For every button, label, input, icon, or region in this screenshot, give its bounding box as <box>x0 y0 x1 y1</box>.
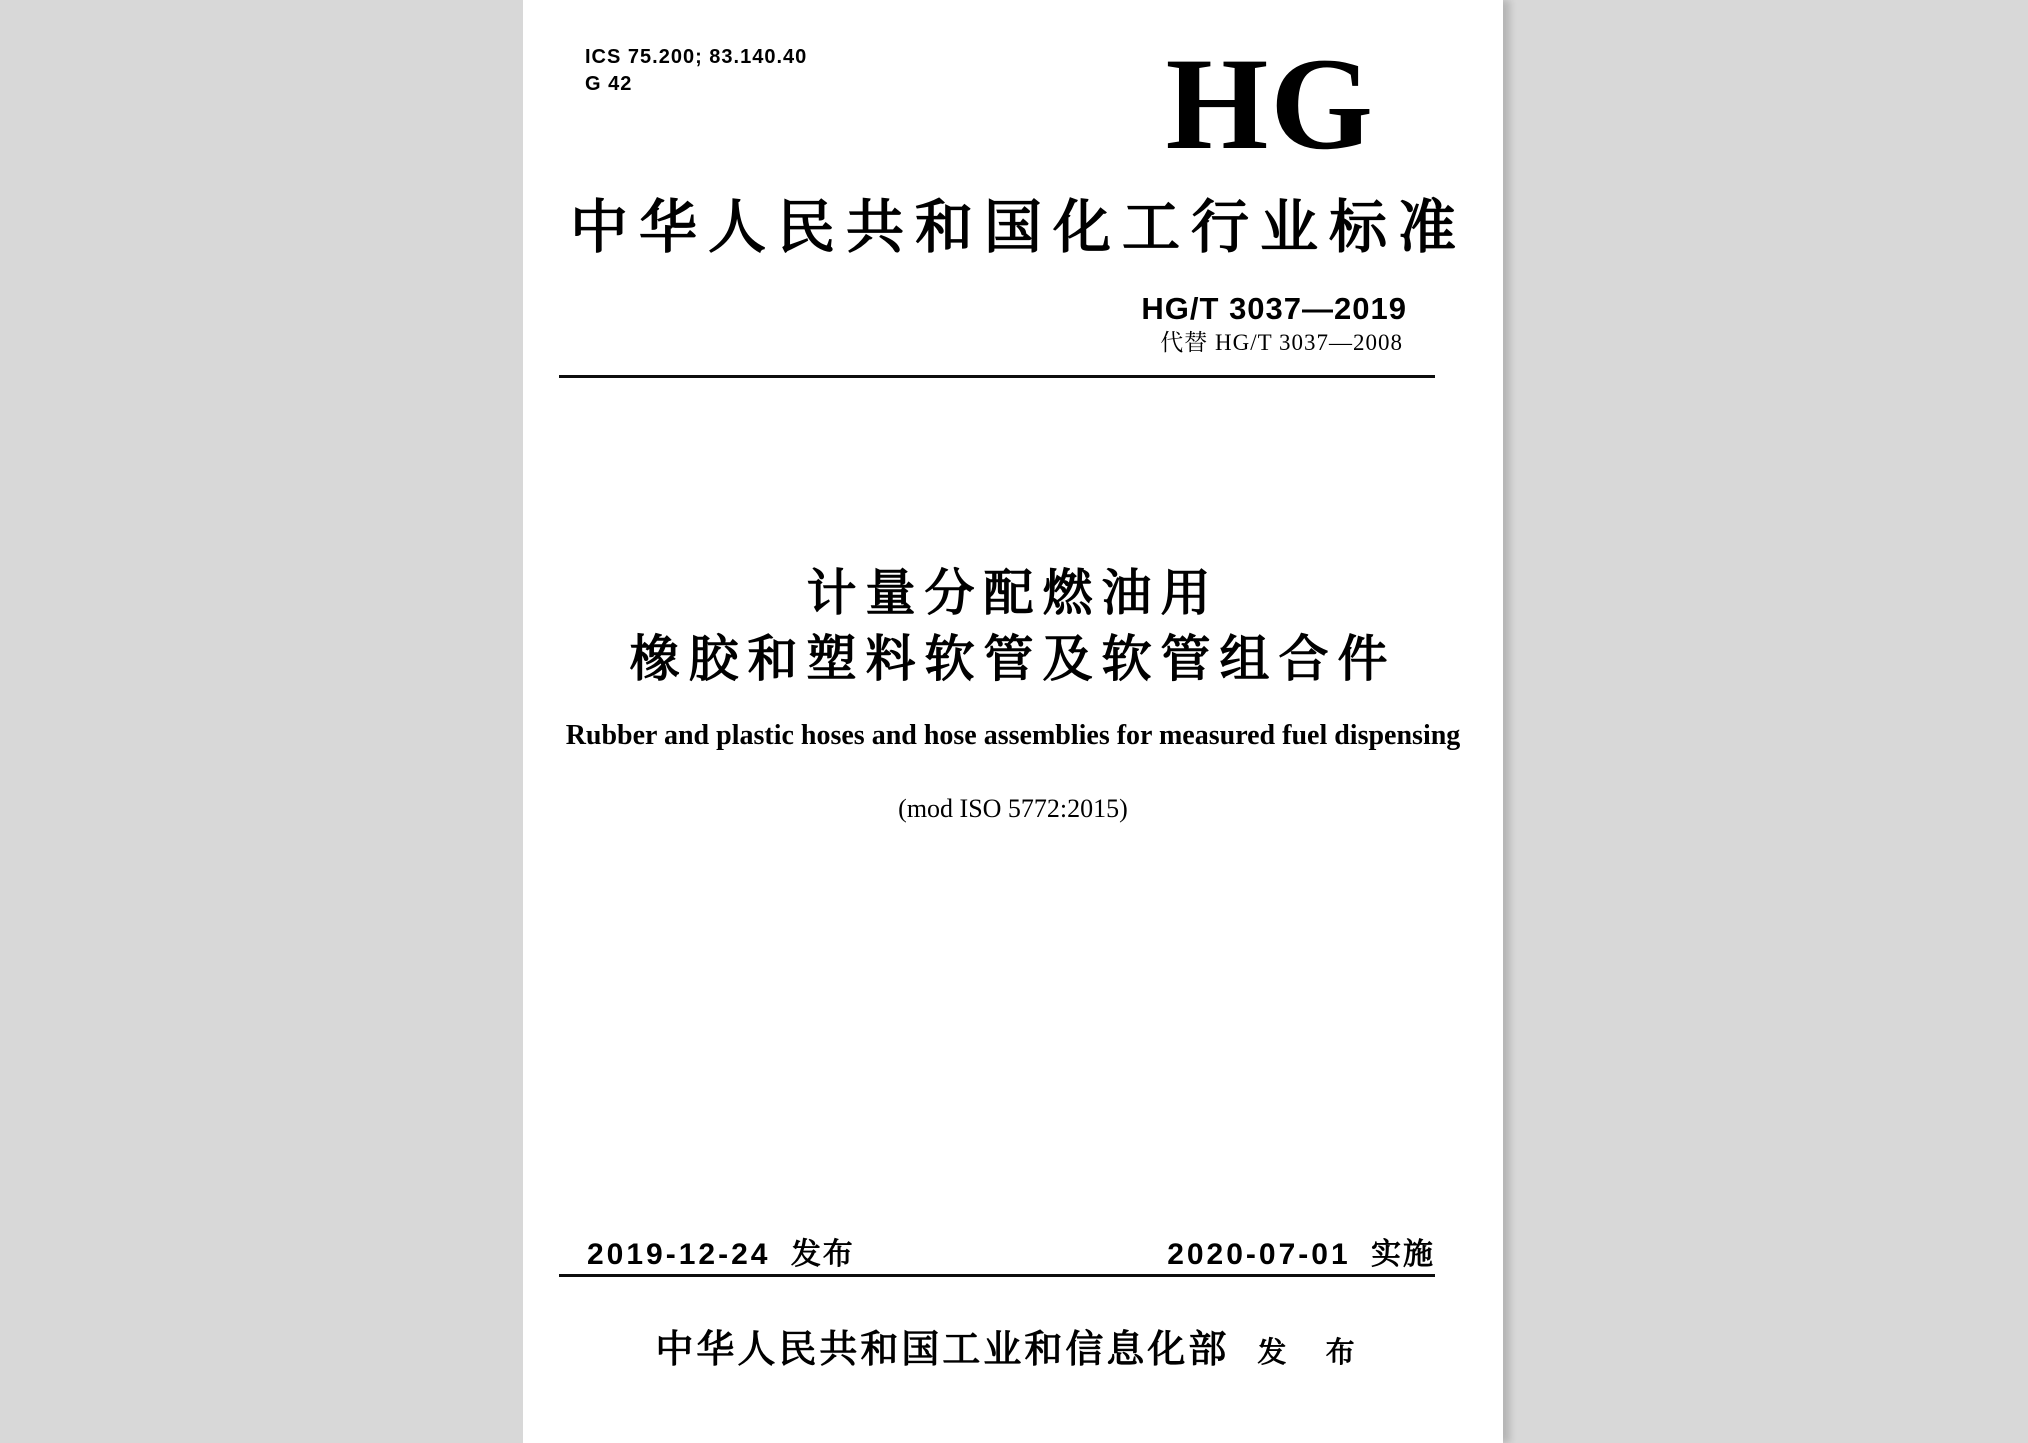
implement-date: 2020-07-01 <box>1167 1238 1351 1271</box>
publish-label: 发 布 <box>1257 1337 1371 1369</box>
supersede-note: 代替 HG/T 3037—2008 <box>1160 330 1403 355</box>
hg-standard-logo: HG <box>1165 30 1375 177</box>
issue-date-group <box>587 1238 855 1272</box>
issue-date-label: 发布 <box>790 1238 855 1271</box>
implement-date-group <box>1167 1238 1435 1272</box>
standard-category-title: 中华人民共和国化工行业标准 <box>569 195 1467 260</box>
ics-classification-block <box>585 44 807 98</box>
publisher-name: 中华人民共和国工业和信息化部 <box>655 1329 1230 1371</box>
implement-date-label: 实施 <box>1371 1238 1435 1271</box>
issue-date: 2019-12-24 <box>587 1238 771 1271</box>
dates-row <box>587 1238 1435 1272</box>
document-title-line1: 计量分配燃油用 <box>806 565 1220 621</box>
china-classification-code: G 42 <box>585 73 633 95</box>
document-title-line2: 橡胶和塑料软管及软管组合件 <box>629 631 1397 687</box>
standard-number: HG/T 3037—2019 <box>1141 291 1407 326</box>
header-divider-line <box>559 375 1435 378</box>
document-title-en: Rubber and plastic hoses and hose assemblies for measured fuel dispensing <box>565 720 1461 751</box>
iso-adoption-note: (mod ISO 5772:2015) <box>898 794 1128 823</box>
document-page <box>523 0 1503 1443</box>
ics-code: ICS 75.200; 83.140.40 <box>585 46 808 68</box>
publisher-row <box>523 1318 1503 1373</box>
document-title-cn <box>523 560 1503 692</box>
footer-divider-line <box>559 1274 1435 1277</box>
